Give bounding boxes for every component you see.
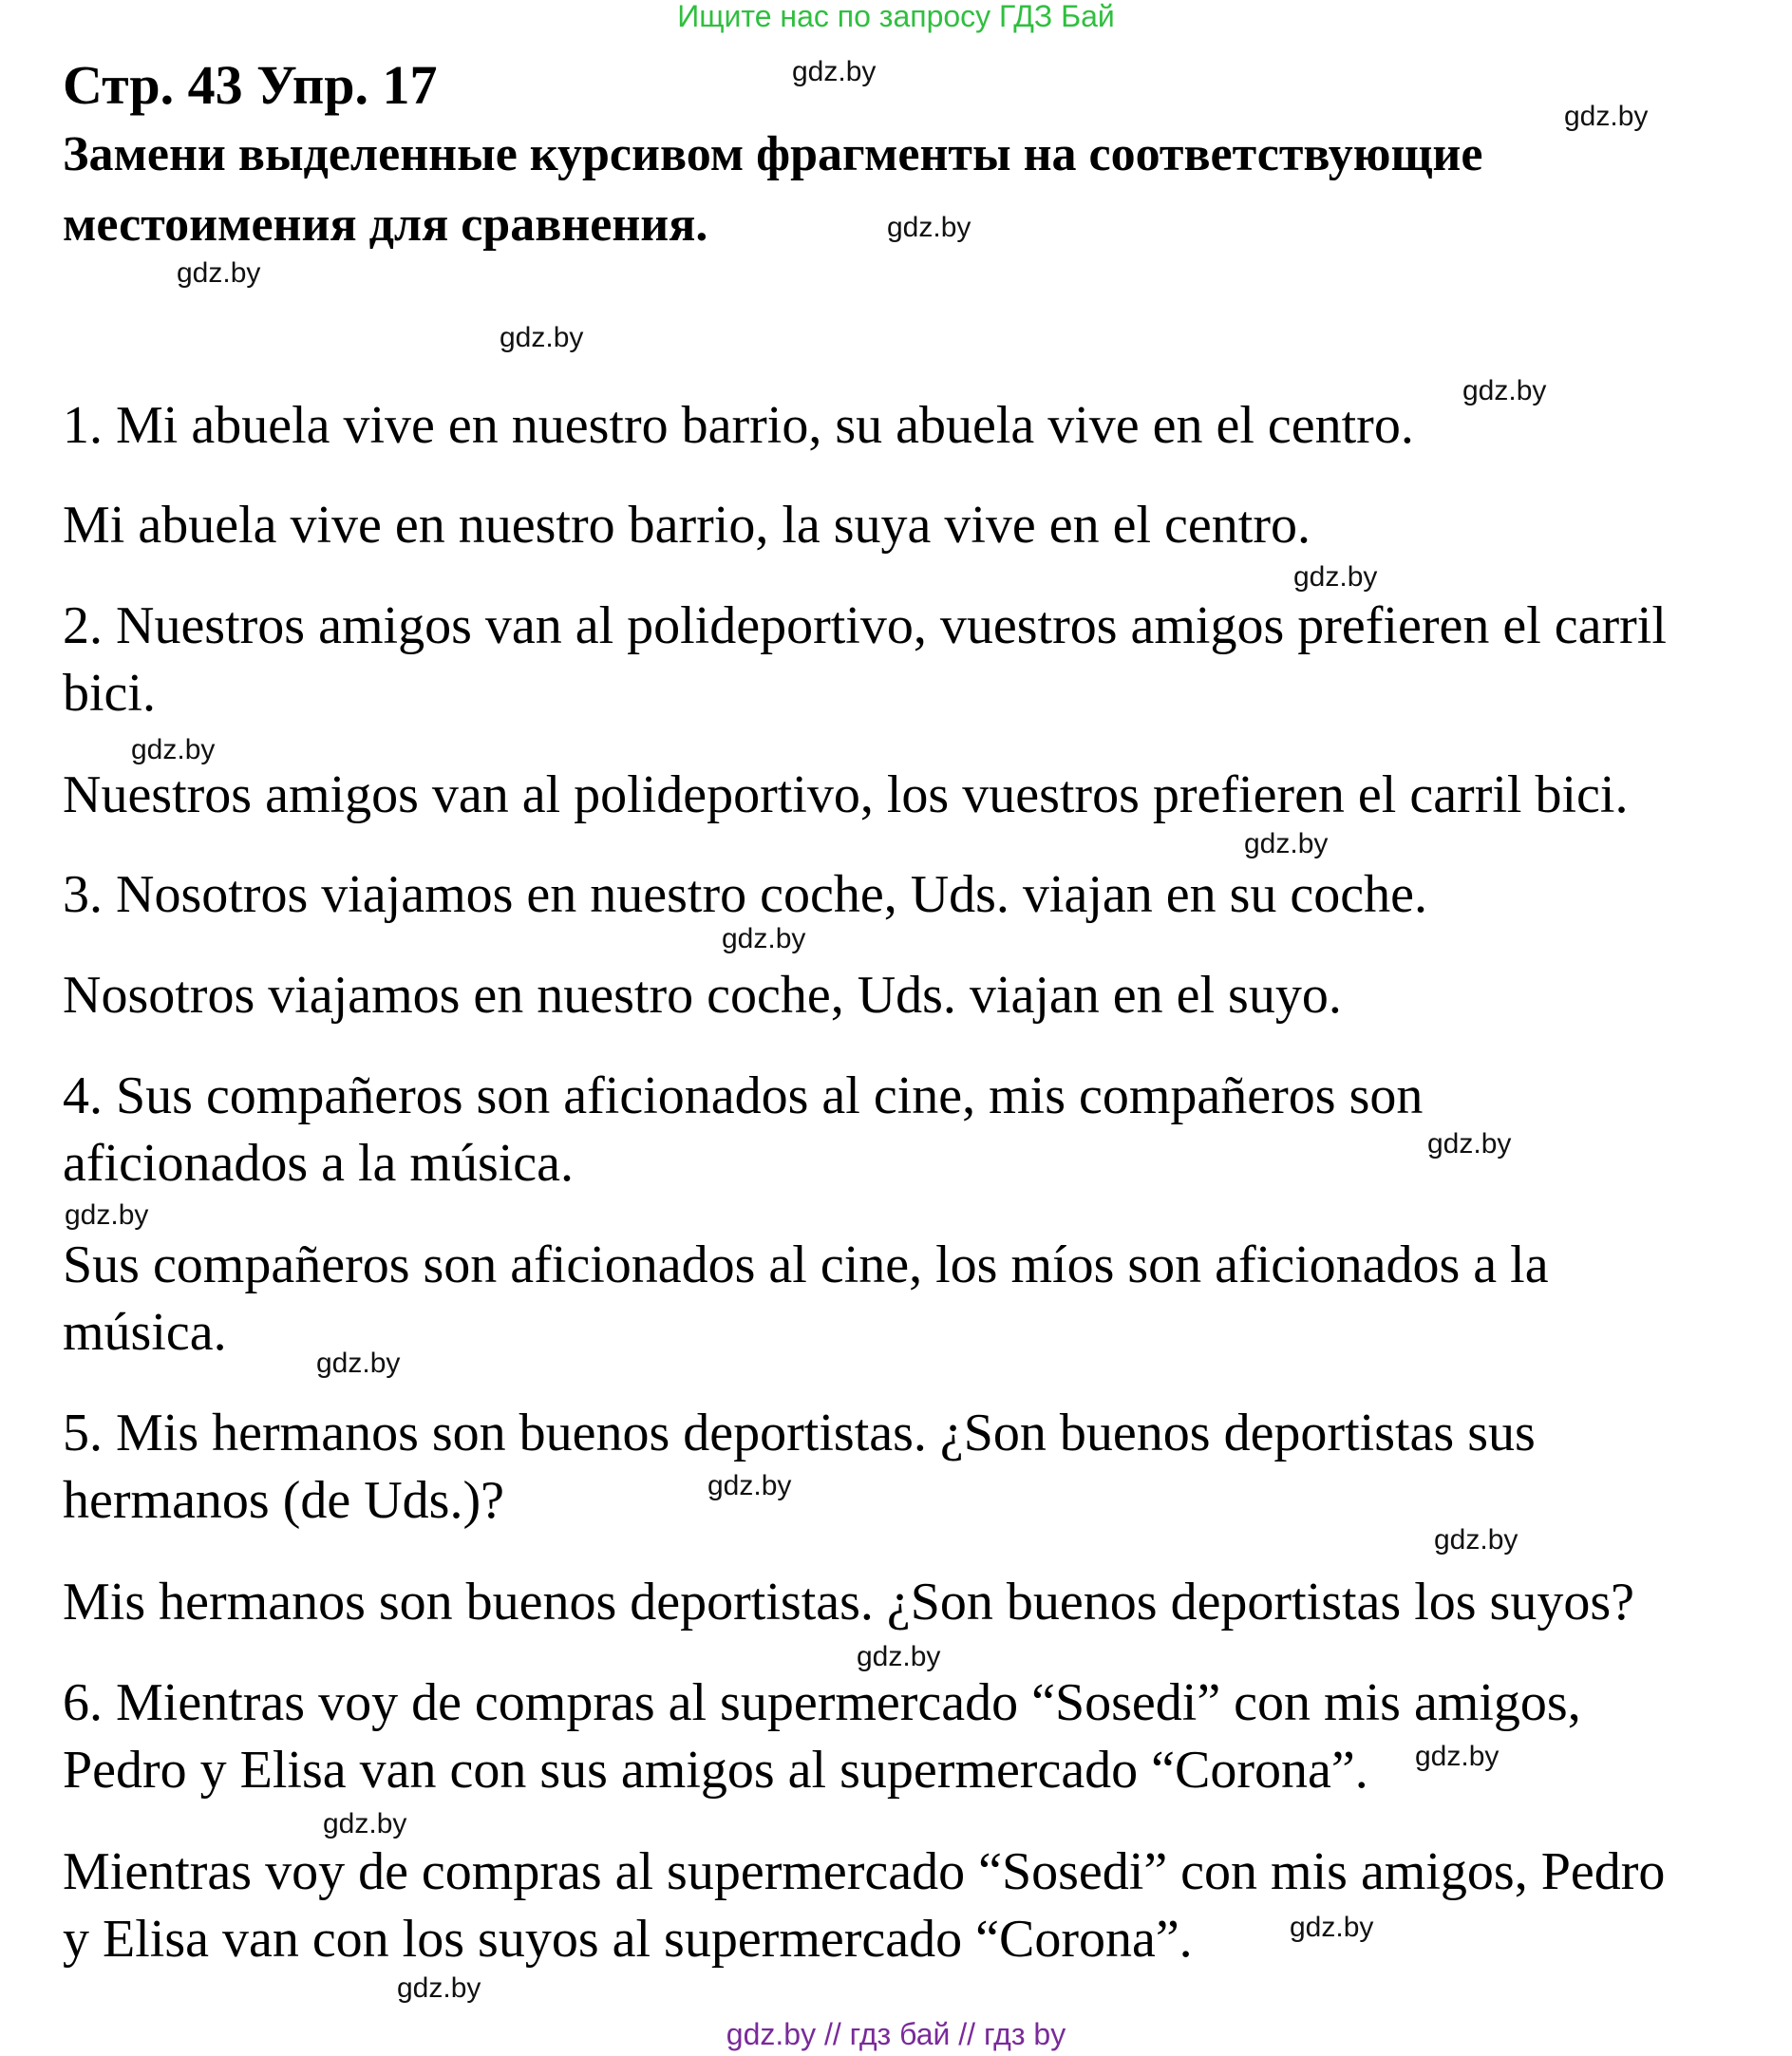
- exercise-1-original: 1. Mi abuela vive en nuestro barrio, su abuela vive en el centro.: [63, 396, 1414, 455]
- exercise-3-original: 3. Nosotros viajamos en nuestro coche, Uds. viajan en su coche.: [63, 865, 1427, 924]
- watermark: gdz.by: [1427, 1128, 1512, 1160]
- exercise-4-original-line-1: 4. Sus compañeros son aficionados al cine, mis compañeros son: [63, 1066, 1424, 1125]
- exercise-6-answer-line-2: y Elisa van con los suyos al supermercado “Corona”.: [63, 1910, 1193, 1969]
- exercise-2-original-line-2: bici.: [63, 664, 156, 723]
- exercise-4-answer-line-2: música.: [63, 1303, 227, 1362]
- watermark: gdz.by: [887, 212, 971, 243]
- exercise-6-answer-line-1: Mientras voy de compras al supermercado “Sosedi” con mis amigos, Pedro: [63, 1842, 1666, 1901]
- exercise-2-original-line-1: 2. Nuestros amigos van al polideportivo, vuestros amigos prefieren el carril: [63, 596, 1667, 655]
- watermark: gdz.by: [65, 1199, 149, 1231]
- search-banner: Ищите нас по запросу ГДЗ Бай: [677, 0, 1115, 33]
- exercise-4-original-line-2: aficionados a la música.: [63, 1134, 575, 1193]
- exercise-6-original-line-2: Pedro y Elisa van con sus amigos al supermercado “Corona”.: [63, 1741, 1368, 1800]
- watermark: gdz.by: [1462, 375, 1547, 406]
- watermark: gdz.by: [397, 1972, 481, 2004]
- task-line-2: местоимения для сравнения.: [63, 198, 708, 252]
- watermark: gdz.by: [707, 1470, 792, 1501]
- watermark: gdz.by: [1244, 828, 1329, 859]
- watermark: gdz.by: [1290, 1912, 1374, 1943]
- watermark: gdz.by: [177, 257, 261, 289]
- exercise-5-original-line-1: 5. Mis hermanos son buenos deportistas. ¿Son buenos deportistas sus: [63, 1404, 1536, 1462]
- exercise-4-answer-line-1: Sus compañeros son aficionados al cine, los míos son aficionados a la: [63, 1235, 1549, 1294]
- exercise-5-answer: Mis hermanos son buenos deportistas. ¿Son buenos deportistas los suyos?: [63, 1573, 1634, 1632]
- footer-links: gdz.by // гдз бай // гдз by: [726, 2017, 1066, 2051]
- page-title: Стр. 43 Упр. 17: [63, 54, 438, 116]
- exercise-1-answer: Mi abuela vive en nuestro barrio, la suya vive en el centro.: [63, 496, 1311, 555]
- watermark: gdz.by: [857, 1641, 941, 1672]
- task-instruction: [63, 120, 1482, 260]
- watermark: gdz.by: [323, 1808, 407, 1839]
- watermark: gdz.by: [1564, 101, 1649, 132]
- watermark: gdz.by: [131, 734, 216, 765]
- task-line-1: Замени выделенные курсивом фрагменты на соответствующие: [63, 127, 1483, 181]
- exercise-6-original-line-1: 6. Mientras voy de compras al supermercado “Sosedi” con mis amigos,: [63, 1673, 1581, 1732]
- watermark: gdz.by: [1434, 1524, 1518, 1556]
- watermark: gdz.by: [722, 923, 806, 954]
- watermark: gdz.by: [1293, 561, 1378, 593]
- exercise-5-original-line-2: hermanos (de Uds.)?: [63, 1471, 504, 1530]
- watermark: gdz.by: [500, 322, 584, 353]
- exercise-2-answer: Nuestros amigos van al polideportivo, los vuestros prefieren el carril bici.: [63, 765, 1629, 824]
- watermark: gdz.by: [1415, 1741, 1500, 1772]
- watermark: gdz.by: [792, 56, 877, 87]
- watermark: gdz.by: [316, 1348, 401, 1379]
- exercise-3-answer: Nosotros viajamos en nuestro coche, Uds. viajan en el suyo.: [63, 966, 1342, 1025]
